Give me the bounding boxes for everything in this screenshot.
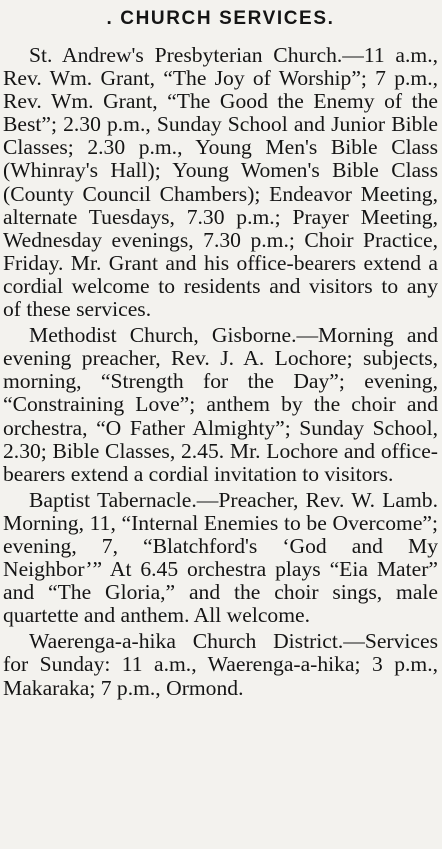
notice-text: Waerenga-a-hika Church District.—Services for Sunday: 11 a.m., Waerenga-a-hika; 3 p.m., Makaraka; 7 p.m., Ormond.	[3, 629, 438, 700]
notice-baptist	[3, 489, 438, 628]
notice-text: Baptist Tabernacle.—Preacher, Rev. W. Lamb. Morning, 11, “Internal Enemies to be Overcome”; evening, 7, “Blatchford's ‘God and My Neighbor’” At 6.45 orchestra plays “Eia Mater” and “The Gloria,” and the choir sings, male quartette and anthem. All welcome.	[3, 487, 438, 628]
notice-methodist	[3, 324, 438, 486]
notice-st-andrews	[3, 44, 438, 321]
notice-text: St. Andrew's Presbyterian Church.—11 a.m., Rev. Wm. Grant, “The Joy of Worship”; 7 p.m., Rev. Wm. Grant, “The Good the Enemy of the Best”; 2.30 p.m., Sunday School and Junior Bible Classes; 2.30 p.m., Young Men's Bible Class (Whinray's Hall); Young Women's Bible Class (County Council Chambers); Endeavor Meeting, alternate Tuesdays, 7.30 p.m.; Prayer Meeting, Wednesday evenings, 7.30 p.m.; Choir Practice, Friday. Mr. Grant and his office-bearers extend a cordial welcome to residents and visitors to any of these services.	[3, 43, 438, 322]
notice-text: Methodist Church, Gisborne.—Morning and evening preacher, Rev. J. A. Lochore; subjects, morning, “Strength for the Day”; evening, “Constraining Love”; anthem by the choir and orchestra, “O Father Almighty”; Sunday School, 2.30; Bible Classes, 2.45. Mr. Lochore and office-bearers extend a cordial invitation to visitors.	[3, 323, 438, 486]
page-title: . CHURCH SERVICES.	[106, 8, 335, 29]
notice-waerenga	[3, 630, 438, 699]
